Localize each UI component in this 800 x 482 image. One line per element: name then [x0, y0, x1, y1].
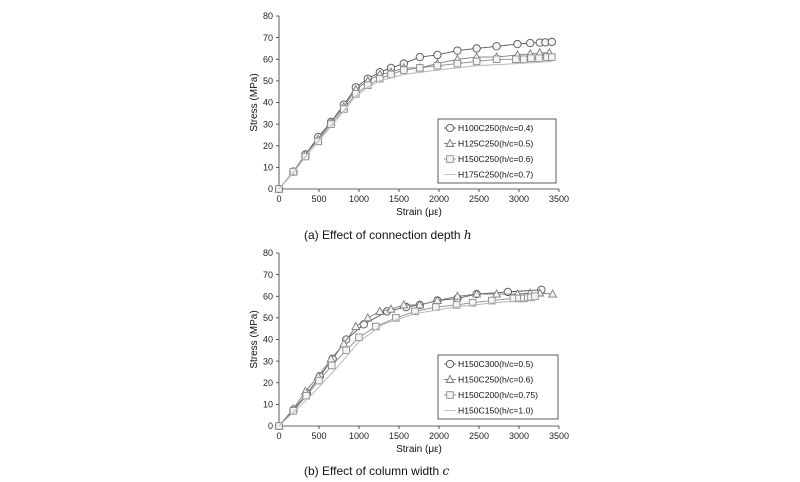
legend [438, 119, 556, 183]
data-point [493, 56, 500, 63]
legend-entry [444, 390, 538, 400]
legend-label: H150C150(h/c=1.0) [458, 405, 534, 416]
x-tick-label: 0 [276, 194, 282, 204]
legend-marker [446, 124, 453, 131]
data-point [417, 65, 424, 72]
y-axis-label: Stress (MPa) [249, 310, 260, 369]
data-point [434, 62, 441, 69]
y-tick-label: 20 [262, 140, 273, 151]
y-tick-label: 80 [262, 248, 273, 259]
y-tick-label: 60 [262, 291, 273, 302]
x-tick-label: 2000 [428, 431, 450, 441]
data-point [360, 321, 367, 328]
legend-marker [446, 360, 453, 367]
x-tick-label: 500 [311, 431, 327, 441]
x-axis-label: Strain (με) [396, 444, 442, 455]
legend-marker [447, 156, 454, 163]
data-point [514, 40, 521, 47]
data-point [343, 347, 350, 354]
legend-label: H150C300(h/c=0.5) [458, 359, 534, 369]
y-tick-label: 40 [262, 97, 273, 108]
x-tick-label: 3500 [548, 431, 570, 441]
data-point [532, 293, 539, 300]
legend-entry [444, 375, 533, 385]
data-point [521, 56, 528, 63]
data-point [364, 314, 372, 321]
data-point [401, 67, 408, 74]
legend-label: H150C200(h/c=0.75) [458, 390, 539, 400]
x-tick-label: 1000 [348, 431, 370, 441]
y-tick-label: 0 [267, 421, 273, 432]
data-point [549, 54, 556, 61]
x-tick-label: 500 [311, 194, 327, 204]
y-tick-label: 20 [262, 377, 273, 388]
legend-entry [444, 170, 533, 180]
legend-marker [447, 392, 454, 399]
x-tick-label: 0 [276, 431, 282, 441]
y-tick-label: 10 [262, 162, 273, 173]
x-axis-label: Strain (με) [396, 207, 442, 218]
data-point [352, 323, 360, 330]
y-tick-label: 80 [262, 11, 273, 22]
legend-label: H150C250(h/c=0.6) [458, 374, 534, 385]
y-tick-label: 70 [262, 32, 273, 43]
caption: (b) Effect of column width c [304, 464, 450, 478]
data-point [434, 51, 441, 58]
x-tick-label: 2500 [468, 431, 490, 441]
legend-entry [444, 406, 533, 416]
x-tick-label: 1500 [388, 431, 410, 441]
legend-entry [444, 123, 533, 133]
legend-entry [444, 139, 533, 149]
y-tick-label: 50 [262, 76, 273, 87]
legend-label: H125C250(h/c=0.5) [458, 138, 534, 149]
x-tick-label: 2000 [428, 194, 450, 204]
caption-variable: h [463, 228, 472, 242]
chart-b [249, 248, 569, 478]
y-tick-label: 60 [262, 54, 273, 65]
legend-label: H175C250(h/c=0.7) [458, 169, 534, 180]
y-tick-label: 30 [262, 356, 273, 367]
data-point [528, 55, 535, 62]
y-tick-label: 50 [262, 313, 273, 324]
y-tick-label: 70 [262, 269, 273, 280]
caption: (a) Effect of connection depth h [304, 228, 472, 242]
data-point [454, 47, 461, 54]
legend-entry [444, 359, 533, 369]
x-tick-label: 1500 [388, 194, 410, 204]
x-tick-label: 3500 [548, 194, 570, 204]
data-point [527, 39, 534, 46]
chart-a [249, 11, 569, 242]
data-point [316, 377, 323, 384]
data-point [373, 323, 380, 330]
y-tick-label: 10 [262, 399, 273, 410]
data-point [493, 290, 501, 297]
data-point [473, 45, 480, 52]
data-point [513, 56, 520, 63]
data-point [493, 43, 500, 50]
x-tick-label: 3000 [508, 431, 530, 441]
data-point [329, 362, 336, 369]
x-tick-label: 1000 [348, 194, 370, 204]
data-point [473, 58, 480, 65]
data-point [454, 60, 461, 67]
legend-label: H100C250(h/c=0.4) [458, 123, 534, 133]
data-point [536, 55, 543, 62]
legend-entry [444, 154, 533, 164]
data-point [548, 38, 555, 45]
legend [438, 355, 558, 419]
x-tick-label: 2500 [468, 194, 490, 204]
data-point [416, 53, 423, 60]
y-axis-label: Stress (MPa) [249, 73, 260, 132]
legend-label: H150C250(h/c=0.6) [458, 154, 534, 164]
y-tick-label: 40 [262, 334, 273, 345]
y-tick-label: 30 [262, 119, 273, 130]
y-tick-label: 0 [267, 184, 273, 195]
x-tick-label: 3000 [508, 194, 530, 204]
caption-variable: c [442, 464, 450, 478]
